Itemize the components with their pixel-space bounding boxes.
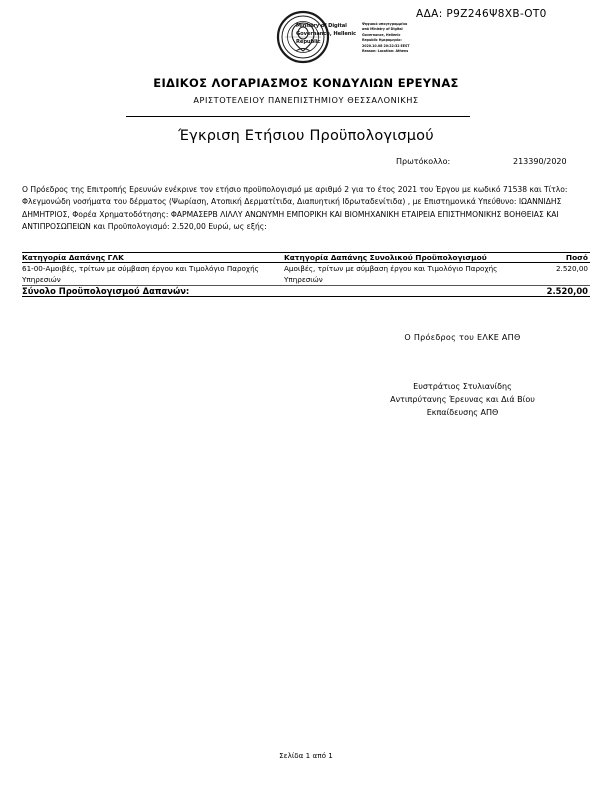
- ada-code: ΑΔΑ: Ρ9Ζ246Ψ8ΧΒ-ΟΤ0: [416, 8, 547, 20]
- signature-block: [330, 380, 595, 420]
- letterhead: [0, 76, 612, 105]
- body-paragraph: Ο Πρόεδρος της Επιτροπής Ερευνών ενέκρινε τον ετήσιο προϋπολογισμό με αριθμό 2 για το έτος 2021 του Έργου με κωδικό 71538 και Τίτλο: Φλεγμονώδη νοσήματα του δέρματος (Ψωρίαση, Ατοπική Δερματίτιδα, Διαπυητική Ιδρωταδενίτιδα) , με Επιστημονικά Υπεύθυνο: ΙΩΑΝΝΙΔΗΣ ΔΗΜΗΤΡΙΟΣ, Φορέα Χρηματοδότησης: ΦΑΡΜΑΣΕΡΒ ΛΙΛΛΥ ΑΝΩΝΥΜΗ ΕΜΠΟΡΙΚΗ ΚΑΙ ΒΙΟΜΗΧΑΝΙΚΗ ΕΤΑΙΡΕΙΑ ΕΠΙΣΤΗΜΟΝΙΚΗΣ ΒΟΗΘΕΙΑΣ ΚΑΙ ΑΝΤΙΠΡΟΣΩΠΕΙΩΝ και Προϋπολογισμό: 2.520,00 Ευρώ, ως εξής:: [22, 185, 568, 231]
- header-divider: [126, 116, 470, 117]
- column-header-category-glk: Κατηγορία Δαπάνης ΓΛΚ: [22, 253, 284, 263]
- digital-signature-stamp: [276, 10, 408, 66]
- signatory-role-line2: Εκπαίδευσης ΑΠΘ: [426, 408, 499, 418]
- table-header-row: [22, 253, 590, 263]
- protocol-label: Πρωτόκολλο:: [396, 157, 451, 166]
- protocol-value: 213390/2020: [513, 157, 567, 166]
- page-footer: Σελίδα 1 από 1: [279, 751, 333, 760]
- column-header-amount: Ποσό: [519, 253, 590, 263]
- stamp-authority-title: Ministry of Digital Governance, Hellenic Republic: [296, 23, 357, 46]
- total-label: Σύνολο Προϋπολογισμού Δαπανών:: [22, 286, 519, 297]
- signature-heading: Ο Πρόεδρος του ΕΛΚΕ ΑΠΘ: [404, 333, 521, 342]
- signatory-role-line1: Αντιπρύτανης Έρευνας και Διά Βίου: [390, 395, 535, 405]
- page-title: Έγκριση Ετήσιου Προϋπολογισμού: [178, 128, 434, 144]
- stamp-signature-details: Ψηφιακά υπογεγραμμένο από Ministry of Digital Governance, Hellenic Republic Ημερομηνία: 2020.10.08 20:22:32 EEST Reason: Location: Athens: [362, 22, 410, 54]
- table-row: [22, 263, 590, 286]
- cell-amount: 2.520,00: [519, 263, 590, 286]
- cell-category-total: Αμοιβές, τρίτων με σύμβαση έργου και Τιμολόγιο Παροχής Υπηρεσιών: [284, 263, 519, 286]
- total-amount: 2.520,00: [519, 286, 590, 297]
- university-name: ΑΡΙΣΤΟΤΕΛΕΙΟΥ ΠΑΝΕΠΙΣΤΗΜΙΟΥ ΘΕΣΣΑΛΟΝΙΚΗΣ: [193, 95, 419, 105]
- cell-category-glk: 61-00-Αμοιβές, τρίτων με σύμβαση έργου και Τιμολόγιο Παροχής Υπηρεσιών: [22, 263, 284, 286]
- signatory-name: Ευστράτιος Στυλιανίδης: [413, 382, 512, 391]
- table-total-row: [22, 286, 590, 297]
- organization-name: ΕΙΔΙΚΟΣ ΛΟΓΑΡΙΑΣΜΟΣ ΚΟΝΔΥΛΙΩΝ ΕΡΕΥΝΑΣ: [153, 76, 459, 90]
- budget-table-container: [22, 252, 590, 297]
- column-header-category-total: Κατηγορία Δαπάνης Συνολικού Προϋπολογισμού: [284, 253, 519, 263]
- budget-table: [22, 252, 590, 297]
